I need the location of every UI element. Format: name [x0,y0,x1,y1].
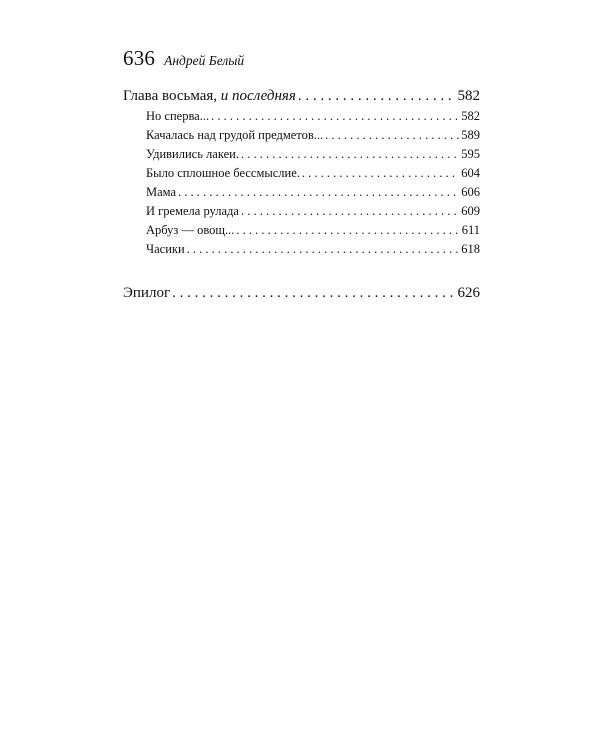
chapter-page-number: 582 [457,88,480,104]
section-title: Часики [146,242,185,256]
section-title: Было сплошное бессмыслие. [146,166,300,180]
toc-epilogue-entry [123,282,480,304]
dot-leader [325,126,459,145]
epilogue-page-number: 626 [457,285,480,301]
toc-section-entry [123,107,480,126]
toc-section-entry [123,221,480,240]
dot-leader [178,183,459,202]
section-page-number: 604 [461,166,480,180]
dot-leader [241,202,459,221]
running-head [123,46,244,71]
section-page-number: 609 [461,204,480,218]
author-name: Андрей Белый [164,53,245,68]
section-page-number: 595 [461,147,480,161]
section-page-number: 582 [461,109,480,123]
dot-leader [302,164,459,183]
section-title: Качалась над грудой предметов... [146,128,324,142]
section-page-number: 589 [461,128,480,142]
table-of-contents [123,85,480,304]
section-page-number: 611 [461,223,480,237]
page-number: 636 [123,46,156,70]
toc-sections [123,107,480,259]
epilogue-title: Эпилог [123,285,171,301]
toc-section-entry [123,183,480,202]
section-title: Арбуз — овощ... [146,223,235,237]
dot-leader [172,282,455,304]
dot-leader [236,221,459,240]
section-title: Мама [146,185,177,199]
chapter-title [123,85,296,107]
section-page-number: 606 [461,185,480,199]
dot-leader [211,107,459,126]
toc-section-entry [123,202,480,221]
section-title: Удивились лакеи. [146,147,239,161]
dot-leader [187,240,460,259]
chapter-title-plain: Глава восьмая, [123,88,221,104]
toc-section-entry [123,145,480,164]
toc-section-entry [123,240,480,259]
toc-section-entry [123,126,480,145]
section-title: И гремела рулада [146,204,239,218]
toc-chapter-entry [123,85,480,107]
toc-section-entry [123,164,480,183]
section-title: Но сперва... [146,109,210,123]
dot-leader [241,145,459,164]
section-page-number: 618 [461,242,480,256]
dot-leader [298,85,456,107]
chapter-title-italic: и последняя [220,88,296,104]
